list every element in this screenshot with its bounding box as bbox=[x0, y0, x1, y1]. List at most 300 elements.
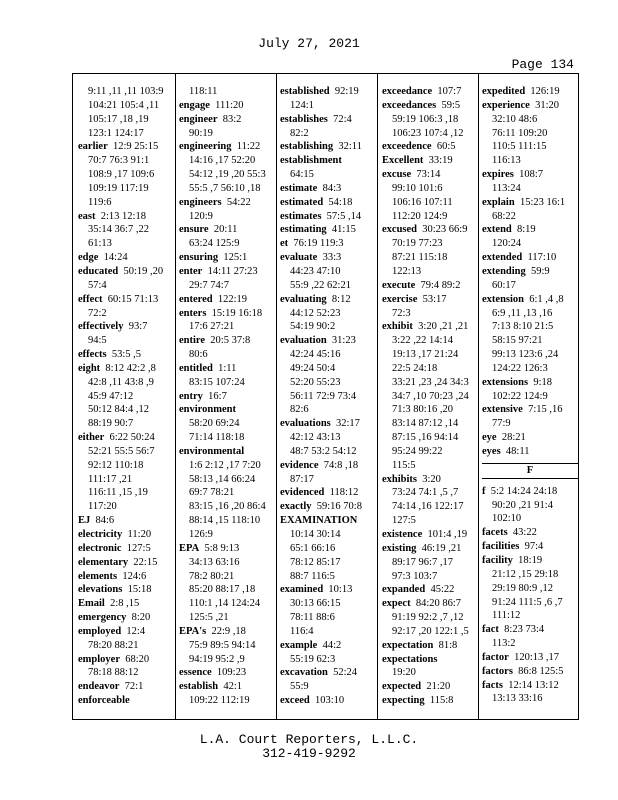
index-term: established bbox=[280, 86, 330, 97]
index-term: eight bbox=[78, 362, 101, 374]
index-term: exceedances bbox=[382, 99, 437, 111]
index-entry bbox=[179, 265, 275, 279]
page-line-refs: 53:17 bbox=[422, 293, 447, 305]
index-term: expecting bbox=[382, 695, 425, 707]
page-line-refs: 65:1 66:16 bbox=[290, 542, 336, 554]
index-term: execute bbox=[382, 279, 416, 291]
page-line-refs: 101:4 ,19 bbox=[427, 529, 468, 540]
index-entry bbox=[382, 583, 478, 597]
page-line-refs: 16:7 bbox=[208, 390, 227, 402]
index-term: entered bbox=[179, 293, 213, 305]
index-entry bbox=[78, 431, 174, 445]
page-line-refs: 94:5 bbox=[88, 335, 107, 347]
index-entry bbox=[280, 500, 376, 514]
index-term: establish bbox=[179, 681, 219, 693]
index-entry bbox=[280, 223, 376, 237]
page-line-refs: 108:9 ,17 109:6 bbox=[88, 169, 155, 181]
index-term: facility bbox=[482, 555, 513, 566]
page-line-refs: 58:20 69:24 bbox=[189, 418, 240, 430]
page-line-refs: 63:24 125:9 bbox=[189, 238, 240, 250]
index-column-5 bbox=[482, 85, 578, 706]
page-line-refs: 71:3 80:16 ,20 bbox=[392, 404, 453, 416]
index-term: electronic bbox=[78, 542, 122, 554]
page-line-refs: 91:19 92:2 ,7 ,12 bbox=[392, 612, 464, 624]
index-entry bbox=[78, 542, 174, 556]
index-entry bbox=[179, 251, 275, 265]
index-entry bbox=[280, 666, 376, 680]
index-entry bbox=[482, 665, 578, 679]
page-line-refs: 5:8 9:13 bbox=[204, 542, 240, 554]
page-line-refs: 72:2 bbox=[88, 307, 107, 319]
page-line-refs: 45:9 47:12 bbox=[88, 390, 134, 402]
index-entry bbox=[482, 99, 578, 113]
index-entry bbox=[179, 666, 275, 680]
page-line-refs: 43:22 bbox=[512, 527, 537, 539]
index-term: electricity bbox=[78, 529, 123, 540]
index-entry bbox=[280, 417, 376, 431]
page-line-refs: 6:9 ,11 ,13 ,16 bbox=[492, 307, 553, 319]
page-line-refs: 59:16 70:8 bbox=[316, 501, 362, 513]
page-line-refs: 102:22 124:9 bbox=[492, 390, 548, 402]
page-line-refs: 78:2 80:21 bbox=[189, 570, 235, 582]
index-term: existing bbox=[382, 542, 417, 554]
page-line-refs: 73:24 74:1 ,5 ,7 bbox=[392, 487, 459, 499]
page-line-refs: 10:14 30:14 bbox=[290, 529, 341, 540]
page-line-refs: 80:6 bbox=[189, 349, 208, 361]
page-line-refs: 83:15 107:24 bbox=[189, 376, 245, 388]
index-entry bbox=[78, 265, 174, 279]
page-line-refs: 104:21 105:4 ,11 bbox=[88, 99, 160, 111]
page-line-refs: 92:12 110:18 bbox=[88, 459, 144, 471]
index-entry bbox=[482, 445, 578, 459]
index-column-1 bbox=[78, 85, 174, 708]
index-term: effect bbox=[78, 293, 103, 305]
page-line-refs: 54:22 bbox=[226, 196, 251, 208]
index-term: Excellent bbox=[382, 155, 424, 167]
page-line-refs: 119:6 bbox=[88, 196, 112, 208]
index-term: factor bbox=[482, 651, 509, 663]
page-line-refs: 87:21 115:18 bbox=[392, 252, 448, 264]
index-term: engineers bbox=[179, 196, 222, 208]
index-term: exceedence bbox=[382, 141, 432, 153]
index-entry bbox=[382, 542, 478, 556]
index-term: estimated bbox=[280, 196, 324, 208]
index-entry bbox=[382, 320, 478, 334]
index-entry bbox=[280, 237, 376, 251]
index-term: evidenced bbox=[280, 487, 325, 499]
index-term: extending bbox=[482, 265, 526, 277]
page-line-refs: 90:19 bbox=[189, 127, 213, 139]
page-line-refs: 81:8 bbox=[438, 639, 458, 651]
index-entry bbox=[482, 679, 578, 693]
index-entry bbox=[482, 293, 578, 307]
page-line-refs: 84:3 bbox=[322, 182, 342, 194]
page-line-refs: 48:11 bbox=[505, 445, 530, 457]
page-line-refs: 127:5 bbox=[392, 515, 416, 527]
index-entry bbox=[179, 140, 275, 154]
index-column-3 bbox=[280, 85, 376, 708]
index-entry bbox=[78, 625, 174, 639]
page-line-refs: 3:20 ,21 ,21 bbox=[418, 321, 469, 333]
page-line-refs: 112:20 124:9 bbox=[392, 210, 448, 222]
index-entry bbox=[382, 279, 478, 293]
page-line-refs: 82:2 bbox=[290, 127, 309, 139]
page-line-refs: 110:1 ,14 124:24 bbox=[189, 598, 261, 610]
page-line-refs: 97:3 103:7 bbox=[392, 570, 438, 582]
index-entry bbox=[78, 320, 174, 334]
page-line-refs: 93:7 bbox=[128, 321, 148, 333]
page-line-refs: 12:14 13:12 bbox=[508, 679, 559, 691]
index-term: employed bbox=[78, 625, 122, 637]
index-term: either bbox=[78, 432, 105, 444]
page-line-refs: 111:20 bbox=[215, 99, 244, 111]
page-line-refs: 1:11 bbox=[218, 362, 237, 374]
index-entry bbox=[482, 251, 578, 265]
page-line-refs: 13:13 33:16 bbox=[492, 693, 543, 705]
page-line-refs: 72:1 bbox=[124, 681, 144, 693]
index-term: expectations bbox=[382, 653, 438, 665]
page-line-refs: 120:9 bbox=[189, 210, 213, 222]
page-line-refs: 35:14 36:7 ,22 bbox=[88, 224, 149, 236]
index-entry bbox=[179, 307, 275, 321]
page-line-refs: 72:3 bbox=[392, 307, 411, 319]
page-line-refs: 33:19 bbox=[428, 155, 453, 167]
index-entry bbox=[78, 210, 174, 224]
page-line-refs: 58:15 97:21 bbox=[492, 335, 543, 347]
index-entry bbox=[382, 85, 478, 99]
page-line-refs: 118:11 bbox=[189, 86, 218, 97]
page-line-refs: 127:5 bbox=[126, 542, 151, 554]
index-entry bbox=[78, 348, 174, 362]
page-line-refs: 78:11 88:6 bbox=[290, 612, 335, 624]
page-line-refs: 95:24 99:22 bbox=[392, 445, 443, 457]
page-line-refs: 110:5 111:15 bbox=[492, 141, 547, 153]
page-line-refs: 109:19 117:19 bbox=[88, 182, 149, 194]
index-entry bbox=[382, 528, 478, 542]
index-term: estimates bbox=[280, 210, 322, 222]
index-entry bbox=[78, 694, 174, 708]
page-line-refs: 58:13 ,14 66:24 bbox=[189, 473, 256, 485]
page-line-refs: 124:22 126:3 bbox=[492, 362, 548, 374]
page-line-refs: 106:16 107:11 bbox=[392, 196, 453, 208]
page-line-refs: 8:12 bbox=[331, 293, 351, 305]
page-line-refs: 99:10 101:6 bbox=[392, 182, 443, 194]
index-term: evaluation bbox=[280, 335, 327, 347]
index-entry bbox=[382, 639, 478, 653]
page-line-refs: 59:9 bbox=[531, 265, 550, 277]
page-line-refs: 116:4 bbox=[290, 625, 314, 637]
index-entry bbox=[78, 653, 174, 667]
page-line-refs: 54:12 ,19 ,20 55:3 bbox=[189, 169, 266, 181]
page-line-refs: 78:12 85:17 bbox=[290, 556, 341, 568]
page-line-refs: 111:17 ,21 bbox=[88, 473, 133, 485]
page-line-refs: 55:19 62:3 bbox=[290, 653, 336, 665]
page-line-refs: 82:6 bbox=[290, 404, 309, 416]
index-entry bbox=[382, 653, 478, 667]
index-term: excavation bbox=[280, 667, 328, 679]
page-line-refs: 50:19 ,20 bbox=[123, 265, 164, 277]
index-entry bbox=[482, 196, 578, 210]
index-term: estimate bbox=[280, 182, 318, 194]
index-term: fact bbox=[482, 624, 499, 636]
page-line-refs: 28:21 bbox=[501, 432, 526, 444]
page-line-refs: 45:22 bbox=[430, 584, 455, 596]
page-line-refs: 108:7 bbox=[519, 169, 544, 181]
index-entry bbox=[78, 140, 174, 154]
index-term: enter bbox=[179, 265, 203, 277]
index-term: establishes bbox=[280, 113, 328, 125]
index-term: endeavor bbox=[78, 681, 120, 693]
page-line-refs: 9:11 ,11 ,11 103:9 bbox=[88, 86, 164, 97]
index-entry bbox=[280, 583, 376, 597]
page-line-refs: 105:17 ,18 ,19 bbox=[88, 113, 149, 125]
index-term: engineer bbox=[179, 113, 218, 125]
index-term: expires bbox=[482, 169, 514, 181]
page-line-refs: 14:24 bbox=[103, 252, 128, 264]
page-line-refs: 70:19 77:23 bbox=[392, 238, 443, 250]
page-line-refs: 109:22 112:19 bbox=[189, 695, 250, 707]
index-term: existence bbox=[382, 529, 423, 540]
index-term: essence bbox=[179, 667, 212, 679]
page-line-refs: 9:18 bbox=[533, 376, 553, 388]
page-line-refs: 91:24 111:5 ,6 ,7 bbox=[492, 596, 563, 608]
page-line-refs: 42:8 ,11 43:8 ,9 bbox=[88, 376, 154, 388]
index-entry bbox=[179, 334, 275, 348]
index-term: extend bbox=[482, 224, 512, 236]
page-line-refs: 88:14 ,15 118:10 bbox=[189, 515, 261, 527]
index-term: exhibits bbox=[382, 473, 418, 485]
page-line-refs: 92:17 ,20 122:1 ,5 bbox=[392, 625, 469, 637]
index-term: environmental bbox=[179, 445, 245, 457]
index-term: example bbox=[280, 639, 318, 651]
page-line-refs: 44:2 bbox=[322, 639, 342, 651]
index-entry bbox=[179, 542, 275, 556]
page-line-refs: 30:13 66:15 bbox=[290, 598, 341, 610]
page-line-refs: 115:5 bbox=[392, 459, 416, 471]
index-entry bbox=[280, 459, 376, 473]
page-line-refs: 19:20 bbox=[392, 667, 416, 679]
page-line-refs: 125:5 ,21 bbox=[189, 612, 229, 624]
page-line-refs: 117:10 bbox=[527, 252, 557, 264]
page-line-refs: 78:20 88:21 bbox=[88, 639, 139, 651]
page-line-refs: 21:12 ,15 29:18 bbox=[492, 568, 559, 580]
page-line-refs: 97:4 bbox=[524, 541, 544, 553]
index-term: examined bbox=[280, 584, 324, 596]
index-entry bbox=[280, 85, 376, 99]
page-line-refs: 83:15 ,16 ,20 86:4 bbox=[189, 501, 266, 513]
page-line-refs: 34:13 63:16 bbox=[189, 556, 240, 568]
index-term: entitled bbox=[179, 362, 213, 374]
page-line-refs: 17:6 27:21 bbox=[189, 321, 235, 333]
page-line-refs: 31:23 bbox=[331, 335, 356, 347]
index-entry bbox=[482, 485, 578, 499]
index-term: engineering bbox=[179, 141, 232, 153]
page-line-refs: 22:9 ,18 bbox=[211, 625, 246, 637]
index-entry bbox=[179, 680, 275, 694]
index-entry bbox=[280, 334, 376, 348]
index-term: EXAMINATION bbox=[280, 515, 358, 527]
index-term: Email bbox=[78, 598, 105, 610]
page-line-refs: 94:19 95:2 ,9 bbox=[189, 653, 245, 665]
page-line-refs: 103:10 bbox=[314, 695, 345, 707]
index-entry bbox=[78, 528, 174, 542]
index-entry bbox=[78, 611, 174, 625]
index-entry bbox=[382, 140, 478, 154]
index-term: eye bbox=[482, 432, 497, 444]
page-line-refs: 111:12 bbox=[492, 610, 521, 622]
index-term: educated bbox=[78, 265, 119, 277]
index-term: east bbox=[78, 210, 96, 222]
page-line-refs: 113:2 bbox=[492, 638, 516, 650]
page-line-refs: 42:1 bbox=[223, 681, 243, 693]
index-term: evidence bbox=[280, 459, 319, 471]
index-entry bbox=[179, 113, 275, 127]
index-term: evaluating bbox=[280, 293, 327, 305]
page-line-refs: 84:20 86:7 bbox=[415, 598, 462, 610]
index-entry bbox=[78, 570, 174, 584]
page-line-refs: 34:7 ,10 70:23 ,24 bbox=[392, 390, 469, 402]
page-line-refs: 118:12 bbox=[329, 487, 359, 499]
page-line-refs: 72:4 bbox=[333, 113, 352, 125]
page-line-refs: 70:7 76:3 91:1 bbox=[88, 155, 150, 167]
page-line-refs: 120:13 ,17 bbox=[514, 651, 559, 663]
page-line-refs: 69:7 78:21 bbox=[189, 487, 235, 499]
page-line-refs: 122:19 bbox=[217, 293, 248, 305]
page-line-refs: 14:16 ,17 52:20 bbox=[189, 155, 256, 167]
page-line-refs: 7:13 8:10 21:5 bbox=[492, 321, 554, 333]
page-line-refs: 18:19 bbox=[518, 555, 543, 566]
index-entry bbox=[482, 168, 578, 182]
page-line-refs: 14:11 27:23 bbox=[207, 265, 258, 277]
section-letter: F bbox=[482, 463, 578, 479]
page-line-refs: 31:20 bbox=[535, 99, 559, 111]
page-line-refs: 1:6 2:12 ,17 7:20 bbox=[189, 459, 261, 471]
index-entry bbox=[179, 390, 275, 404]
index-term: eyes bbox=[482, 445, 501, 457]
page-line-refs: 116:13 bbox=[492, 155, 521, 167]
index-term: extensions bbox=[482, 376, 529, 388]
index-entry bbox=[482, 265, 578, 279]
page-line-refs: 125:1 bbox=[223, 252, 248, 264]
index-term: environment bbox=[179, 404, 236, 416]
page-number: Page 134 bbox=[511, 57, 574, 72]
page-line-refs: 8:12 42:2 ,8 bbox=[105, 362, 156, 374]
index-entry bbox=[78, 251, 174, 265]
index-term: exceedance bbox=[382, 86, 433, 97]
header-date: July 27, 2021 bbox=[258, 36, 360, 51]
page-line-refs: 32:11 bbox=[338, 141, 362, 153]
page-line-refs: 89:17 96:7 ,17 bbox=[392, 556, 453, 568]
index-entry bbox=[280, 293, 376, 307]
page-line-refs: 42:24 45:16 bbox=[290, 349, 341, 361]
page-line-refs: 6:1 ,4 ,8 bbox=[529, 293, 564, 305]
page-line-refs: 109:23 bbox=[216, 667, 247, 679]
page-line-refs: 8:20 bbox=[131, 612, 151, 624]
page-line-refs: 54:18 bbox=[328, 196, 353, 208]
index-term: extended bbox=[482, 252, 523, 264]
page-line-refs: 32:10 48:6 bbox=[492, 113, 538, 125]
page-line-refs: 87:15 ,16 94:14 bbox=[392, 432, 459, 444]
page-line-refs: 77:9 bbox=[492, 418, 511, 430]
index-entry bbox=[179, 403, 275, 417]
page-line-refs: 99:13 123:6 ,24 bbox=[492, 349, 559, 361]
index-term: edge bbox=[78, 252, 99, 264]
index-entry bbox=[382, 99, 478, 113]
index-term: emergency bbox=[78, 612, 127, 624]
index-term: establishment bbox=[280, 155, 342, 167]
page-line-refs: 74:8 ,18 bbox=[323, 459, 359, 471]
page-line-refs: 53:5 ,5 bbox=[111, 349, 141, 361]
page-line-refs: 90:20 ,21 91:4 bbox=[492, 499, 553, 511]
page-line-refs: 8:19 bbox=[517, 224, 536, 236]
index-column-2 bbox=[179, 85, 275, 708]
page-line-refs: 6:22 50:24 bbox=[109, 432, 155, 444]
index-term: employer bbox=[78, 653, 120, 665]
index-term: extension bbox=[482, 293, 524, 305]
index-term: elementary bbox=[78, 556, 129, 568]
index-entry bbox=[179, 196, 275, 210]
footer-phone: 312-419-9292 bbox=[262, 746, 356, 761]
page-line-refs: 79:4 89:2 bbox=[420, 279, 461, 291]
index-term: effectively bbox=[78, 321, 124, 333]
index-term: earlier bbox=[78, 141, 108, 153]
index-entry bbox=[78, 583, 174, 597]
index-term: exercise bbox=[382, 293, 418, 305]
page-line-refs: 113:24 bbox=[492, 182, 521, 194]
page-line-refs: 11:22 bbox=[236, 141, 261, 153]
index-entry bbox=[280, 154, 376, 168]
index-term: effects bbox=[78, 349, 107, 361]
index-term: expanded bbox=[382, 584, 426, 596]
index-term: engage bbox=[179, 99, 210, 111]
index-term: EPA's bbox=[179, 625, 207, 637]
page-line-refs: 49:24 50:4 bbox=[290, 362, 336, 374]
index-entry bbox=[78, 597, 174, 611]
page-line-refs: 60:5 bbox=[436, 141, 456, 153]
index-entry bbox=[382, 223, 478, 237]
index-entry bbox=[382, 154, 478, 168]
index-term: evaluations bbox=[280, 418, 331, 430]
page-line-refs: 56:11 72:9 73:4 bbox=[290, 390, 357, 402]
index-entry bbox=[78, 362, 174, 376]
page-line-refs: 60:15 71:13 bbox=[107, 293, 159, 305]
index-term: entry bbox=[179, 390, 203, 402]
index-term: enforceable bbox=[78, 695, 130, 707]
index-entry bbox=[179, 293, 275, 307]
page-line-refs: 102:10 bbox=[492, 513, 522, 525]
index-term: elements bbox=[78, 570, 118, 582]
column-divider bbox=[478, 73, 479, 720]
index-entry bbox=[280, 182, 376, 196]
page-line-refs: 85:20 88:17 ,18 bbox=[189, 584, 256, 596]
page-line-refs: 55:9 ,22 62:21 bbox=[290, 279, 351, 291]
index-entry bbox=[382, 293, 478, 307]
index-entry bbox=[78, 680, 174, 694]
page-line-refs: 7:15 ,16 bbox=[528, 404, 563, 416]
index-term: ensuring bbox=[179, 252, 219, 264]
index-term: f bbox=[482, 485, 486, 497]
page-line-refs: 22:5 24:18 bbox=[392, 362, 438, 374]
page-line-refs: 116:11 ,15 ,19 bbox=[88, 487, 148, 499]
index-entry bbox=[280, 639, 376, 653]
index-entry bbox=[179, 99, 275, 113]
index-term: expected bbox=[382, 681, 422, 693]
index-entry bbox=[482, 554, 578, 568]
index-column-4 bbox=[382, 85, 478, 708]
column-divider bbox=[276, 73, 277, 720]
index-entry bbox=[482, 376, 578, 390]
index-term: expedited bbox=[482, 86, 526, 97]
